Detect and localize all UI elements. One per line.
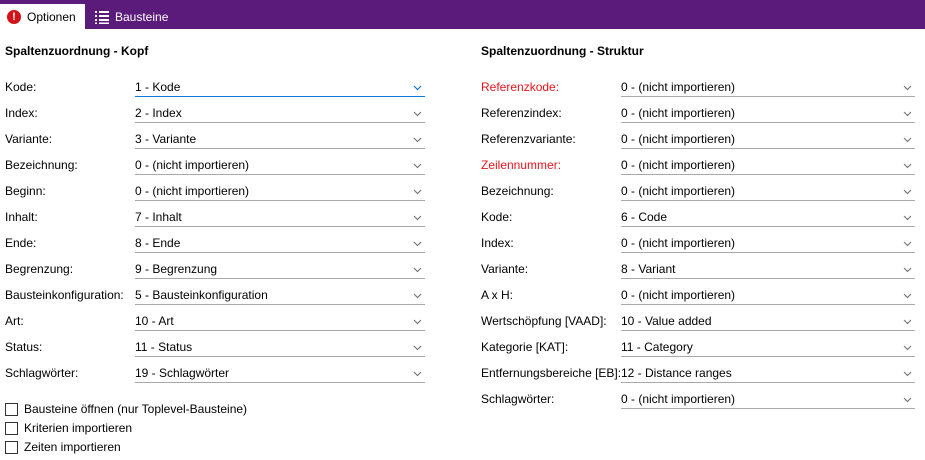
chevron-down-icon: [413, 185, 422, 193]
select-value: 11 - Status: [135, 340, 193, 354]
chevron-down-icon: [903, 81, 912, 89]
field-row-referenzkode: [481, 78, 915, 98]
column-select-referenzvariante[interactable]: [621, 130, 915, 149]
select-value: 0 - (nicht importieren): [621, 236, 736, 250]
tab-bar: [0, 0, 925, 29]
field-row-kategorie-kat: [481, 338, 915, 358]
tab-optionen[interactable]: [0, 4, 85, 29]
checkbox-box[interactable]: [5, 441, 18, 454]
field-row-a-x-h: [481, 286, 915, 306]
field-row-referenzindex: [481, 104, 915, 124]
chevron-down-icon: [903, 133, 912, 141]
field-label: Index:: [481, 236, 514, 250]
column-select-zeilennummer[interactable]: [621, 156, 915, 175]
field-label: Bezeichnung:: [481, 184, 554, 198]
select-value: 5 - Bausteinkonfiguration: [135, 288, 268, 302]
column-select-kode[interactable]: [135, 78, 425, 97]
field-row-schlagworter: [481, 390, 915, 410]
field-label: Referenzkode:: [481, 80, 560, 94]
column-select-bezeichnung[interactable]: [135, 156, 425, 175]
select-value: 0 - (nicht importieren): [621, 80, 736, 94]
field-label: Ende:: [5, 236, 37, 250]
column-select-beginn[interactable]: [135, 182, 425, 201]
field-label: Zeilennummer:: [481, 158, 562, 172]
field-row-kode: [481, 208, 915, 228]
select-value: 8 - Variant: [621, 262, 676, 276]
chevron-down-icon: [903, 315, 912, 323]
field-label: Status:: [5, 340, 43, 354]
chevron-down-icon: [413, 107, 422, 115]
select-value: 0 - (nicht importieren): [135, 158, 250, 172]
field-row-schlagworter: [5, 364, 425, 384]
column-select-variante[interactable]: [621, 260, 915, 279]
field-label: Variante:: [5, 132, 53, 146]
checkbox-bausteine-offnen-nur-toplevel-bausteine[interactable]: [5, 401, 247, 417]
chevron-down-icon: [413, 211, 422, 219]
section-title-struktur: Spaltenzuordnung - Struktur: [481, 44, 644, 58]
column-select-begrenzung[interactable]: [135, 260, 425, 279]
field-row-bezeichnung: [5, 156, 425, 176]
chevron-down-icon: [903, 159, 912, 167]
field-label: Referenzindex:: [481, 106, 562, 120]
tab-bausteine[interactable]: [88, 4, 178, 29]
field-row-art: [5, 312, 425, 332]
field-label: Kode:: [481, 210, 513, 224]
select-value: 9 - Begrenzung: [135, 262, 218, 276]
field-row-kode: [5, 78, 425, 98]
field-row-referenzvariante: [481, 130, 915, 150]
field-label: Art:: [5, 314, 24, 328]
select-value: 0 - (nicht importieren): [621, 184, 736, 198]
field-row-bausteinkonfiguration: [5, 286, 425, 306]
field-row-beginn: [5, 182, 425, 202]
field-row-begrenzung: [5, 260, 425, 280]
chevron-down-icon: [413, 81, 422, 89]
select-value: 8 - Ende: [135, 236, 181, 250]
chevron-down-icon: [413, 237, 422, 245]
checkbox-box[interactable]: [5, 422, 18, 435]
field-row-zeilennummer: [481, 156, 915, 176]
column-select-bausteinkonfiguration[interactable]: [135, 286, 425, 305]
select-value: 0 - (nicht importieren): [621, 106, 736, 120]
field-label: Schlagwörter:: [481, 392, 555, 406]
chevron-down-icon: [413, 133, 422, 141]
field-label: Variante:: [481, 262, 529, 276]
select-value: 6 - Code: [621, 210, 668, 224]
column-select-kode[interactable]: [621, 208, 915, 227]
select-value: 1 - Kode: [135, 80, 181, 94]
field-row-variante: [5, 130, 425, 150]
field-row-ende: [5, 234, 425, 254]
select-value: 0 - (nicht importieren): [135, 184, 250, 198]
chevron-down-icon: [903, 211, 912, 219]
select-value: 2 - Index: [135, 106, 182, 120]
select-value: 10 - Value added: [621, 314, 712, 328]
column-select-index[interactable]: [621, 234, 915, 253]
field-row-wertschopfung-vaad: [481, 312, 915, 332]
column-select-a-x-h[interactable]: [621, 286, 915, 305]
field-label: Bezeichnung:: [5, 158, 78, 172]
checkbox-box[interactable]: [5, 403, 18, 416]
column-select-index[interactable]: [135, 104, 425, 123]
column-select-wertschopfung-vaad[interactable]: [621, 312, 915, 331]
field-label: A x H:: [481, 288, 514, 302]
field-row-variante: [481, 260, 915, 280]
field-label: Schlagwörter:: [5, 366, 79, 380]
list-icon: [94, 9, 110, 25]
chevron-down-icon: [903, 185, 912, 193]
select-value: 19 - Schlagwörter: [135, 366, 230, 380]
column-select-entfernungsbereiche-eb[interactable]: [621, 364, 915, 383]
chevron-down-icon: [413, 315, 422, 323]
column-select-inhalt[interactable]: [135, 208, 425, 227]
field-row-index: [481, 234, 915, 254]
select-value: 0 - (nicht importieren): [621, 132, 736, 146]
chevron-down-icon: [903, 263, 912, 271]
chevron-down-icon: [413, 289, 422, 297]
field-label: Entfernungsbereiche [EB]:: [481, 366, 622, 380]
select-value: 0 - (nicht importieren): [621, 158, 736, 172]
select-value: 0 - (nicht importieren): [621, 288, 736, 302]
chevron-down-icon: [413, 263, 422, 271]
field-label: Inhalt:: [5, 210, 38, 224]
field-label: Kode:: [5, 80, 37, 94]
tab-label: Optionen: [27, 9, 76, 24]
chevron-down-icon: [903, 341, 912, 349]
select-value: 10 - Art: [135, 314, 174, 328]
field-label: Referenzvariante:: [481, 132, 576, 146]
chevron-down-icon: [903, 107, 912, 115]
chevron-down-icon: [903, 393, 912, 401]
column-select-ende[interactable]: [135, 234, 425, 253]
field-label: Kategorie [KAT]:: [481, 340, 569, 354]
chevron-down-icon: [903, 237, 912, 245]
chevron-down-icon: [413, 367, 422, 375]
checkbox-label: Bausteine öffnen (nur Toplevel-Bausteine): [24, 402, 248, 416]
chevron-down-icon: [903, 367, 912, 375]
section-title-kopf: Spaltenzuordnung - Kopf: [5, 44, 149, 58]
checkbox-label: Zeiten importieren: [24, 440, 121, 454]
column-select-art[interactable]: [135, 312, 425, 331]
checkbox-kriterien-importieren[interactable]: [5, 420, 132, 436]
checkbox-zeiten-importieren[interactable]: [5, 439, 121, 455]
warning-icon: !: [6, 9, 22, 25]
column-select-variante[interactable]: [135, 130, 425, 149]
column-select-kategorie-kat[interactable]: [621, 338, 915, 357]
column-select-status[interactable]: [135, 338, 425, 357]
select-value: 12 - Distance ranges: [621, 366, 732, 380]
column-select-schlagworter[interactable]: [135, 364, 425, 383]
select-value: 7 - Inhalt: [135, 210, 182, 224]
tab-label: Bausteine: [115, 9, 169, 24]
select-value: 11 - Category: [621, 340, 693, 354]
field-row-inhalt: [5, 208, 425, 228]
field-row-status: [5, 338, 425, 358]
column-select-bezeichnung[interactable]: [621, 182, 915, 201]
select-value: 3 - Variante: [135, 132, 197, 146]
chevron-down-icon: [903, 289, 912, 297]
field-row-index: [5, 104, 425, 124]
chevron-down-icon: [413, 159, 422, 167]
field-label: Beginn:: [5, 184, 46, 198]
field-row-entfernungsbereiche-eb: [481, 364, 915, 384]
select-value: 0 - (nicht importieren): [621, 392, 736, 406]
field-label: Begrenzung:: [5, 262, 74, 276]
checkbox-label: Kriterien importieren: [24, 421, 133, 435]
field-label: Bausteinkonfiguration:: [5, 288, 124, 302]
chevron-down-icon: [413, 341, 422, 349]
column-select-schlagworter[interactable]: [621, 390, 915, 409]
field-label: Wertschöpfung [VAAD]:: [481, 314, 607, 328]
field-row-bezeichnung: [481, 182, 915, 202]
column-select-referenzkode[interactable]: [621, 78, 915, 97]
column-select-referenzindex[interactable]: [621, 104, 915, 123]
field-label: Index:: [5, 106, 38, 120]
